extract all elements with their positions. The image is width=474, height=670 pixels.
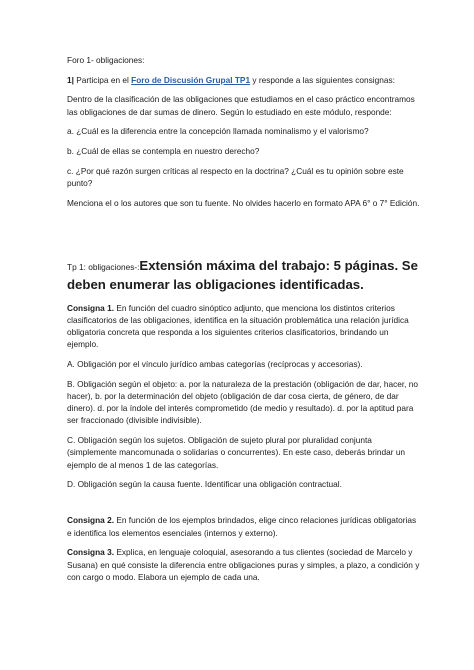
item-text-post: y responde a las siguientes consignas: (250, 74, 395, 85)
consigna-2-label: Consigna 2. (67, 515, 115, 526)
criterion-b: B. Obligación según el objeto: a. por la naturaleza de la prestación (obligación de dar, hacer, no hacer), b. por la determinación del objeto (obligación de dar cosa cierta, de género, de dar dinero). d. por la índole del interés comprometido (de medio y resultado). d. por la aptitud para ser fraccionado (divisible indivisible). (67, 378, 419, 426)
item-text-pre: Participa en el (73, 74, 132, 85)
consigna-2 (67, 514, 422, 538)
question-a: a. ¿Cuál es la diferencia entre la concepción llamada nominalismo y el valorismo? (67, 126, 369, 137)
item-number: 1| (67, 74, 74, 85)
consigna-1-label: Consigna 1. (67, 302, 115, 313)
foro-title: Foro 1- obligaciones: (67, 55, 145, 65)
forum-link[interactable]: Foro de Discusión Grupal TP1 (131, 74, 251, 85)
tp-heading (67, 257, 422, 294)
consigna-1 (67, 302, 422, 351)
consigna-2-text: En función de los ejemplos brindados, elige cinco relaciones jurídicas obligatorias e identifica los elementos esenciales (internos y externo). (67, 515, 417, 538)
foro-intro: Dentro de la clasificación de las obligaciones que estudiamos en el caso práctico encontramos las obligaciones de dar sumas de dinero. Según lo estudiado en este módulo, responde: (67, 94, 415, 117)
consigna-3-label: Consigna 3. (67, 547, 115, 558)
consigna-3-text: Explica, en lenguaje coloquial, asesorando a tus clientes (sociedad de Marcelo y Susana) en qué consiste la diferencia entre obligaciones puras y simples, a plazo, a condición y con cargo o modo. Elabora un ejemplo de cada una. (67, 547, 420, 582)
question-b: b. ¿Cuál de ellas se contempla en nuestro derecho? (67, 146, 260, 157)
tp-heading-text: Extensión máxima del trabajo: 5 páginas. Se deben enumerar las obligaciones identificadas. (67, 257, 418, 292)
tp-prefix: Tp 1: obligaciones-: (67, 261, 140, 272)
authors-note: Menciona el o los autores que son tu fuente. No olvides hacerlo en formato APA 6° o 7° Edición. (67, 197, 420, 208)
consigna-3 (67, 546, 422, 583)
question-c: c. ¿Por qué razón surgen críticas al respecto en la doctrina? ¿Cuál es tu opinión sobre este punto? (67, 165, 404, 188)
consigna-1-text: En función del cuadro sinóptico adjunto, que menciona los distintos criterios clasificatorios de las obligaciones, identifica en la situación problemática una relación jurídica obligatoria concreta que responda a los siguientes criterios clasificatorios, brindando un ejemplo. (67, 302, 409, 350)
criterion-a: A. Obligación por el vínculo jurídico ambas categorías (recíprocas y accesorias). (67, 359, 363, 370)
foro-item-1 (67, 74, 422, 86)
criterion-c: C. Obligación según los sujetos. Obligación de sujeto plural por pluralidad conjunta (simplemente mancomunada o solidarias o concurrentes). En este caso, deberás brindar un ejemplo de al menos 1 de las categorías. (67, 435, 406, 470)
criterion-d: D. Obligación según la causa fuente. Identificar una obligación contractual. (67, 479, 342, 490)
